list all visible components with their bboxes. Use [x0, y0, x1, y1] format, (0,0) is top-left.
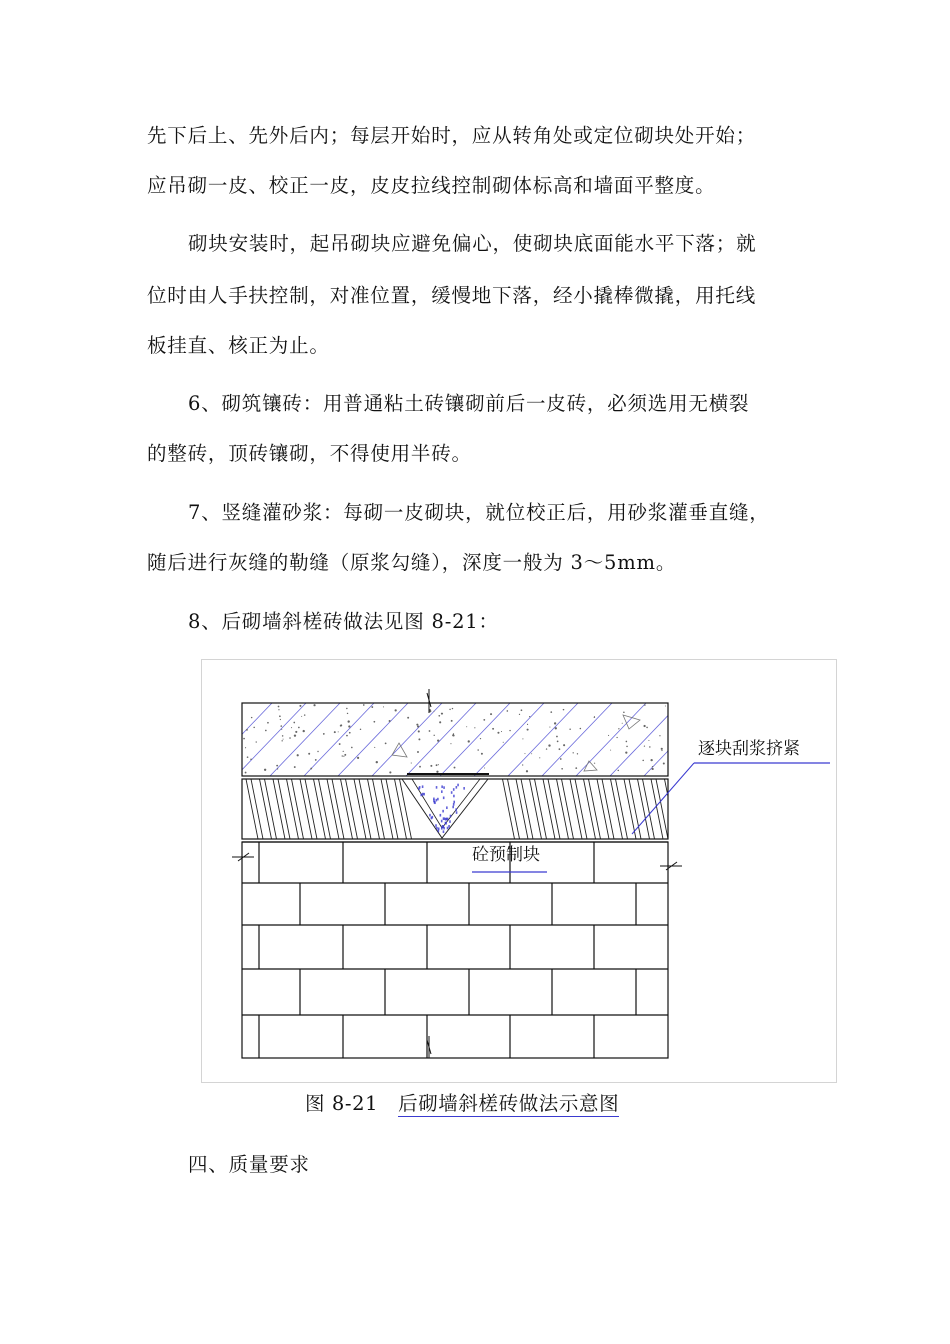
caption-number: 图 8-21 [305, 1092, 379, 1115]
para3-line2: 的整砖，顶砖镶砌，不得使用半砖。 [147, 442, 472, 465]
brick-course-layer [242, 776, 695, 842]
figure-frame [201, 659, 837, 1083]
para4-line1: 7、竖缝灌砂浆：每砌一皮砌块，就位校正后，用砂浆灌垂直缝， [188, 501, 770, 524]
para1-line1: 先下后上、先外后内；每层开始时，应从转角处或定位砌块处开始； [147, 124, 757, 147]
figure-caption [305, 1090, 619, 1118]
section-heading: 四、质量要求 [188, 1153, 310, 1176]
para4-line2: 随后进行灰缝的勒缝（原浆勾缝），深度一般为 3～5mm。 [147, 551, 677, 574]
aggregate-triangle [392, 743, 407, 757]
aggregate-triangle [623, 715, 640, 729]
caption-title: 后砌墙斜槎砖做法示意图 [398, 1092, 620, 1115]
para1-line2: 应吊砌一皮、校正一皮，皮皮拉线控制砌体标高和墙面平整度。 [147, 174, 716, 197]
para5-line1: 8、后砌墙斜槎砖做法见图 8-21： [188, 610, 499, 633]
para3-line1: 6、砌筑镶砖：用普通粘土砖镶砌前后一皮砖，必须选用无横裂 [188, 392, 750, 415]
label-right: 逐块刮浆挤紧 [698, 739, 800, 758]
block-wall [242, 842, 668, 1058]
wall-diagram [202, 660, 838, 1084]
label-center: 砼预制块 [472, 845, 540, 864]
para2-line3: 板挂直、核正为止。 [147, 334, 330, 357]
para2-line2: 位时由人手扶控制，对准位置，缓慢地下落，经小撬棒微撬，用托线 [147, 284, 757, 307]
para2-line1: 砌块安装时，起吊砌块应避免偏心，使砌块底面能水平下落；就 [188, 232, 757, 255]
